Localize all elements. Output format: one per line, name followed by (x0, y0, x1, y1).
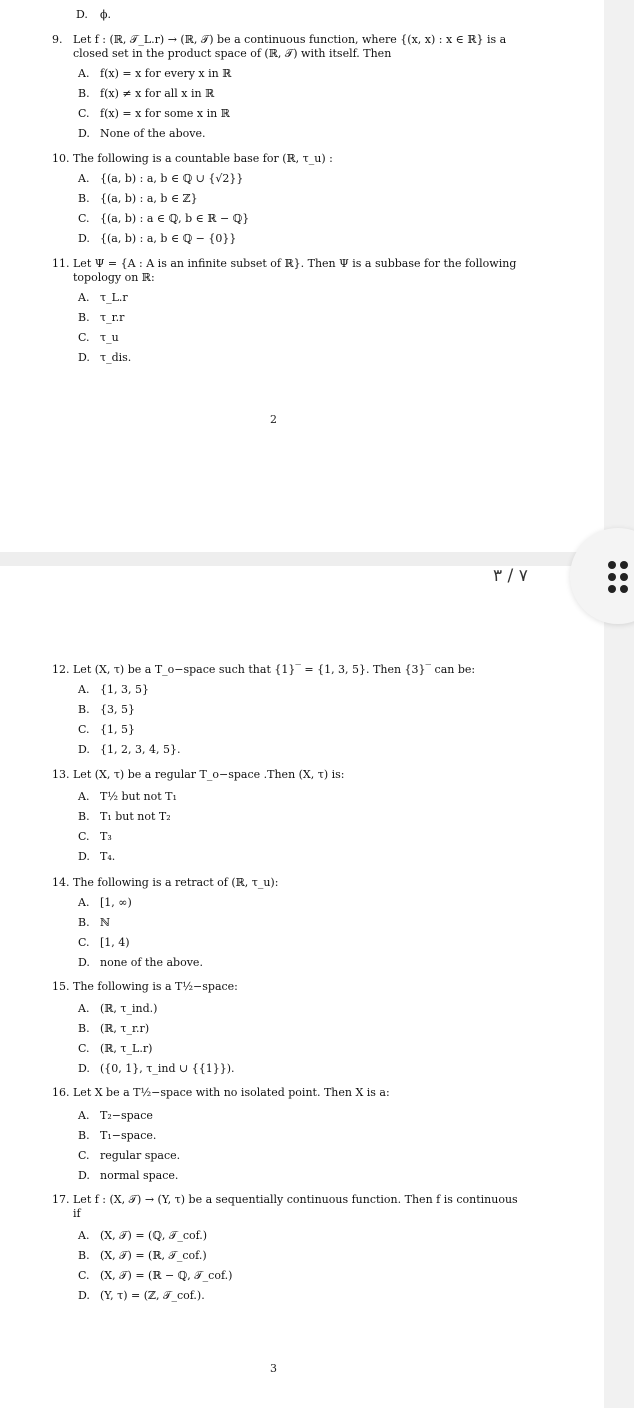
option-text: f(x) = x for some x in ℝ (100, 107, 230, 120)
option-text: (X, 𝒯) = (ℝ − ℚ, 𝒯_cof.) (100, 1269, 233, 1282)
option-label: C. (78, 723, 90, 736)
option-label: B. (78, 1022, 90, 1035)
option-text: τ_r.r (100, 311, 125, 324)
option-label: C. (78, 107, 90, 120)
option-text: (ℝ, τ_ind.) (100, 1002, 158, 1015)
option-label: A. (78, 1109, 90, 1122)
option-text: T½ but not T₁ (100, 790, 177, 803)
option-text: none of the above. (100, 956, 203, 969)
question-stem: topology on ℝ: (73, 271, 155, 284)
question-number: 16. (52, 1086, 70, 1099)
page-indicator: ٧ / ٣ (493, 566, 528, 586)
question-number: 9. (52, 33, 63, 46)
option-label: C. (78, 936, 90, 949)
option-text: [1, 4) (100, 936, 130, 949)
option-label: B. (78, 1249, 90, 1262)
option-label: C. (78, 331, 90, 344)
question-stem: Let (X, τ) be a regular T_o−space .Then (X, τ) is: (73, 768, 345, 781)
option-label: A. (78, 790, 90, 803)
question-number: 11. (52, 257, 70, 270)
option-label: B. (78, 916, 90, 929)
option-label: A. (78, 1002, 90, 1015)
option-label: D. (78, 127, 90, 140)
option-text: T₃ (100, 830, 112, 843)
option-text: τ_L.r (100, 291, 128, 304)
option-text: τ_dis. (100, 351, 132, 364)
document-page-3 (0, 566, 604, 1408)
option-label: A. (78, 291, 90, 304)
option-text: (ℝ, τ_L.r) (100, 1042, 153, 1055)
option-label: C. (78, 830, 90, 843)
option-label: D. (78, 1169, 90, 1182)
option-label: D. (78, 232, 90, 245)
question-stem: Let f : (ℝ, 𝒯_L.r) → (ℝ, 𝒯) be a continuous function, where {(x, x) : x ∈ ℝ} is a (73, 33, 507, 46)
option-text: (X, 𝒯) = (ℚ, 𝒯_cof.) (100, 1229, 208, 1242)
grid-dots-icon[interactable] (608, 561, 630, 595)
option-text: normal space. (100, 1169, 179, 1182)
option-label: C. (78, 212, 90, 225)
question-number: 10. (52, 152, 70, 165)
question-stem: The following is a retract of (ℝ, τ_u): (73, 876, 279, 889)
question-stem: closed set in the product space of (ℝ, 𝒯) with itself. Then (73, 47, 392, 60)
option-text: {1, 2, 3, 4, 5}. (100, 743, 181, 756)
option-text: (X, 𝒯) = (ℝ, 𝒯_cof.) (100, 1249, 207, 1262)
question-number: 12. (52, 663, 70, 676)
option-label: C. (78, 1042, 90, 1055)
option-text: f(x) ≠ x for all x in ℝ (100, 87, 215, 100)
option-text: None of the above. (100, 127, 206, 140)
option-label: B. (78, 192, 90, 205)
option-label: D. (78, 351, 90, 364)
question-number: 15. (52, 980, 70, 993)
option-text: (Y, τ) = (ℤ, 𝒯_cof.). (100, 1289, 205, 1302)
question-stem: if (73, 1207, 81, 1220)
option-label: A. (78, 896, 90, 909)
option-label: B. (78, 810, 90, 823)
option-label: C. (78, 1149, 90, 1162)
viewer-scroll-strip (604, 0, 634, 1408)
option-text: regular space. (100, 1149, 181, 1162)
document-page-2 (0, 0, 604, 552)
option-text: {(a, b) : a, b ∈ ℚ − {0}} (100, 232, 237, 245)
option-text: T₁ but not T₂ (100, 810, 171, 823)
question-stem: Let X be a T½−space with no isolated point. Then X is a: (73, 1086, 390, 1099)
option-text: ({0, 1}, τ_ind ∪ {{1}}). (100, 1062, 235, 1075)
option-text: {(a, b) : a, b ∈ ℚ ∪ {√2}} (100, 172, 244, 185)
option-text: T₁−space. (100, 1129, 157, 1142)
option-label: A. (78, 683, 90, 696)
question-stem: Let (X, τ) be a T_o−space such that {1}‾ = {1, 3, 5}. Then {3}‾ can be: (73, 663, 476, 676)
option-label: D. (78, 1062, 90, 1075)
option-text: ϕ. (100, 8, 111, 21)
option-text: T₄. (100, 850, 116, 863)
page-number: 2 (270, 413, 277, 426)
option-text: (ℝ, τ_r.r) (100, 1022, 150, 1035)
question-stem: The following is a T½−space: (73, 980, 238, 993)
question-stem: Let f : (X, 𝒯) → (Y, τ) be a sequentially continuous function. Then f is continuous (73, 1193, 518, 1206)
question-number: 13. (52, 768, 70, 781)
option-text: ℕ (100, 916, 111, 929)
option-label: B. (78, 1129, 90, 1142)
option-text: {(a, b) : a, b ∈ ℤ} (100, 192, 198, 205)
question-number: 17. (52, 1193, 70, 1206)
question-stem: Let Ψ = {A : A is an infinite subset of ℝ}. Then Ψ is a subbase for the following (73, 257, 517, 270)
option-text: τ_u (100, 331, 119, 344)
option-label: D. (78, 956, 90, 969)
question-number: 14. (52, 876, 70, 889)
option-text: [1, ∞) (100, 896, 132, 909)
option-label: B. (78, 87, 90, 100)
question-stem: The following is a countable base for (ℝ, τ_u) : (73, 152, 333, 165)
page-number: 3 (270, 1362, 277, 1375)
option-label: D. (76, 8, 88, 21)
option-label: A. (78, 1229, 90, 1242)
option-text: f(x) = x for every x in ℝ (100, 67, 232, 80)
option-label: D. (78, 1289, 90, 1302)
option-text: {1, 3, 5} (100, 683, 149, 696)
page-separator (0, 552, 634, 566)
option-text: {1, 5} (100, 723, 135, 736)
option-label: B. (78, 311, 90, 324)
option-label: D. (78, 850, 90, 863)
option-label: C. (78, 1269, 90, 1282)
option-label: A. (78, 67, 90, 80)
option-text: {(a, b) : a ∈ ℚ, b ∈ ℝ − ℚ} (100, 212, 250, 225)
option-text: T₂−space (100, 1109, 153, 1122)
option-label: D. (78, 743, 90, 756)
option-label: A. (78, 172, 90, 185)
option-text: {3, 5} (100, 703, 135, 716)
option-label: B. (78, 703, 90, 716)
